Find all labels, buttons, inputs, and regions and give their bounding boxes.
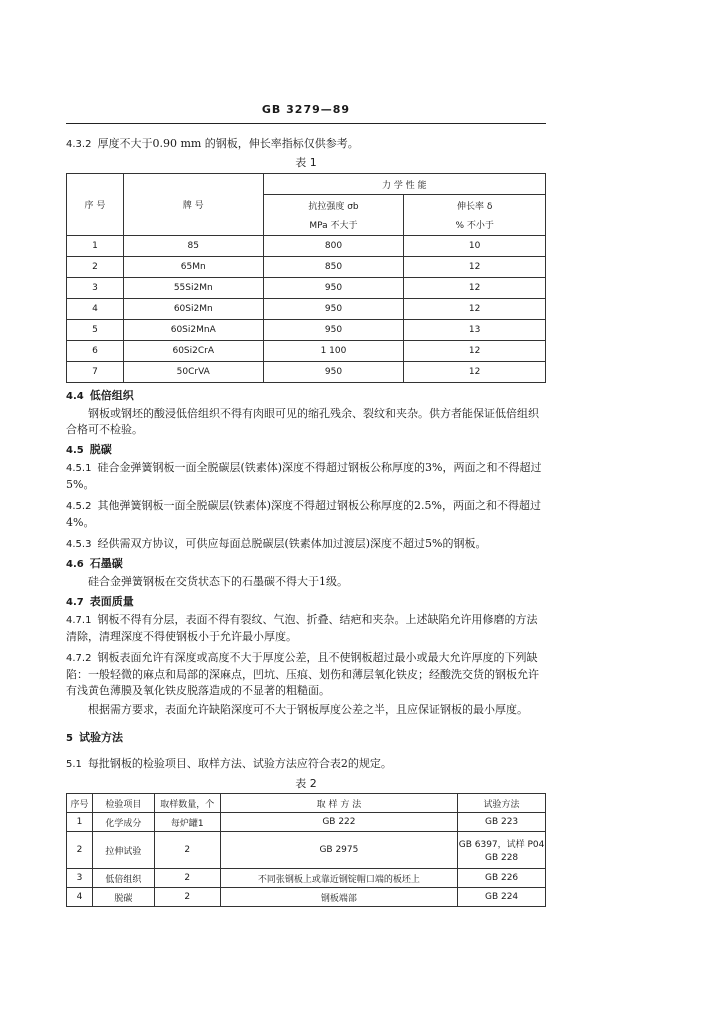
th-test: 试验方法 (458, 794, 546, 813)
heading-title: 低倍组织 (89, 389, 134, 402)
heading-4-6 (66, 556, 546, 573)
th-grade: 牌 号 (123, 174, 263, 236)
cell-item: 低倍组织 (92, 869, 154, 888)
cell-tensile: 950 (263, 320, 404, 341)
table-row (67, 832, 546, 869)
th-tensile (263, 195, 404, 236)
cell-method: GB 222 (220, 813, 457, 832)
heading-4-5 (66, 442, 546, 459)
clause-text: 钢板不得有分层，表面不得有裂纹、气泡、折叠、结疤和夹杂。上述缺陷允许用修磨的方法清除，清理深度不得使钢板小于允许最小厚度。 (66, 613, 538, 643)
heading-title: 试验方法 (78, 731, 123, 744)
cell-tensile: 800 (263, 236, 404, 257)
para-5-1 (66, 756, 546, 773)
para-4-7-2 (66, 650, 546, 699)
th-mech-props: 力 学 性 能 (263, 174, 545, 195)
cell-elong: 13 (404, 320, 546, 341)
table-row (67, 257, 546, 278)
cell-count: 2 (154, 888, 220, 907)
cell-seq: 2 (67, 257, 124, 278)
th-elong (404, 195, 546, 236)
table-2 (66, 793, 546, 907)
cell-seq: 6 (67, 341, 124, 362)
cell-test: GB 224 (458, 888, 546, 907)
heading-4-4 (66, 388, 546, 405)
cell-method: GB 2975 (220, 832, 457, 869)
table1-caption: 表 1 (295, 156, 317, 169)
clause-number: 4.7.1 (66, 615, 92, 626)
th-seq: 序号 (67, 794, 93, 813)
cell-elong: 10 (404, 236, 546, 257)
para-4-7-3: 根据需方要求，表面允许缺陷深度可不大于钢板厚度公差之半，且应保证钢板的最小厚度。 (88, 703, 528, 716)
cell-elong: 12 (404, 257, 546, 278)
clause-number: 4.5.1 (66, 463, 92, 474)
cell-count: 2 (154, 832, 220, 869)
header-rule (66, 123, 546, 124)
clause-number: 4.7 (66, 597, 84, 608)
para-4-6: 硅合金弹簧钢板在交货状态下的石墨碳不得大于1级。 (88, 575, 348, 588)
clause-number: 5.1 (66, 759, 82, 770)
cell-test-line2: GB 228 (484, 853, 519, 863)
cell-item: 脱碳 (92, 888, 154, 907)
cell-grade: 60Si2CrA (123, 341, 263, 362)
clause-text: 每批钢板的检验项目、取样方法、试验方法应符合表2的规定。 (87, 757, 392, 770)
table-row (67, 888, 546, 907)
cell-seq: 3 (67, 278, 124, 299)
cell-grade: 55Si2Mn (123, 278, 263, 299)
cell-test: GB 223 (458, 813, 546, 832)
cell-seq: 2 (67, 832, 93, 869)
clause-text: 硅合金弹簧钢板一面全脱碳层(铁素体)深度不得超过钢板公称厚度的3%，两面之和不得超过5%。 (66, 461, 542, 491)
heading-title: 石墨碳 (89, 557, 123, 570)
cell-item: 化学成分 (92, 813, 154, 832)
cell-seq: 5 (67, 320, 124, 341)
cell-tensile: 950 (263, 278, 404, 299)
cell-elong: 12 (404, 362, 546, 383)
th-seq: 序 号 (67, 174, 124, 236)
clause-number: 4.5.2 (66, 501, 92, 512)
th-method: 取 样 方 法 (220, 794, 457, 813)
cell-seq: 4 (67, 299, 124, 320)
th-elong-line2: % 不小于 (455, 221, 494, 231)
th-elong-line1: 伸长率 δ (456, 202, 493, 212)
table-row (67, 869, 546, 888)
cell-seq: 3 (67, 869, 93, 888)
cell-elong: 12 (404, 341, 546, 362)
cell-count: 每炉罐1 (154, 813, 220, 832)
heading-title: 表面质量 (89, 595, 134, 608)
cell-seq: 4 (67, 888, 93, 907)
cell-grade: 50CrVA (123, 362, 263, 383)
cell-test: GB 226 (458, 869, 546, 888)
cell-seq: 7 (67, 362, 124, 383)
cell-method: 钢板端部 (220, 888, 457, 907)
cell-tensile: 850 (263, 257, 404, 278)
para-4-5-2 (66, 498, 546, 531)
table-row (67, 299, 546, 320)
clause-number: 4.4 (66, 391, 84, 402)
table2-caption: 表 2 (295, 777, 317, 790)
clause-number: 4.6 (66, 559, 84, 570)
table-row (67, 813, 546, 832)
cell-elong: 12 (404, 278, 546, 299)
table-row (67, 320, 546, 341)
heading-4-7 (66, 594, 546, 611)
th-item: 检验项目 (92, 794, 154, 813)
cell-test-line1: GB 6397，试样 P04 (458, 840, 545, 850)
cell-grade: 65Mn (123, 257, 263, 278)
th-tensile-line1: 抗拉强度 σb (308, 202, 359, 212)
para-4-3-2 (66, 136, 546, 153)
cell-seq: 1 (67, 813, 93, 832)
cell-elong: 12 (404, 299, 546, 320)
table-row (67, 236, 546, 257)
para-4-4: 钢板或钢坯的酸浸低倍组织不得有肉眼可见的缩孔残余、裂纹和夹杂。供方者能保证低倍组织合格可不检验。 (66, 407, 539, 436)
clause-number: 4.5 (66, 445, 84, 456)
clause-text: 经供需双方协议，可供应每面总脱碳层(铁素体加过渡层)深度不超过5%的钢板。 (97, 537, 487, 550)
para-4-5-3 (66, 536, 546, 553)
table-row (67, 278, 546, 299)
cell-grade: 60Si2Mn (123, 299, 263, 320)
table-row (67, 362, 546, 383)
cell-tensile: 950 (263, 362, 404, 383)
clause-number: 4.3.2 (66, 139, 92, 150)
cell-grade: 60Si2MnA (123, 320, 263, 341)
cell-tensile: 1 100 (263, 341, 404, 362)
page-header: GB 3279—89 (261, 103, 351, 116)
clause-number: 5 (66, 733, 73, 744)
table-1 (66, 173, 546, 383)
cell-count: 2 (154, 869, 220, 888)
heading-title: 脱碳 (89, 443, 112, 456)
clause-number: 4.7.2 (66, 653, 92, 664)
cell-grade: 85 (123, 236, 263, 257)
clause-text: 其他弹簧钢板一面全脱碳层(铁素体)深度不得超过钢板公称厚度的2.5%，两面之和不得超过4%。 (66, 499, 541, 529)
clause-text: 厚度不大于0.90 mm 的钢板，伸长率指标仅供参考。 (97, 137, 359, 150)
cell-tensile: 950 (263, 299, 404, 320)
para-4-5-1 (66, 460, 546, 493)
cell-test (458, 832, 546, 869)
clause-text: 钢板表面允许有深度或高度不大于厚度公差，且不使钢板超过最小或最大允许厚度的下列缺陷：一般轻微的麻点和局部的深麻点，凹坑、压痕、划伤和薄层氧化铁皮；经酸洗交货的钢板允许有浅黄色薄膜及氧化铁皮脱落造成的不显著的粗糙面。 (66, 651, 539, 697)
heading-5 (66, 730, 546, 747)
th-tensile-line2: MPa 不大于 (309, 221, 358, 231)
cell-item: 拉伸试验 (92, 832, 154, 869)
th-count: 取样数量，个 (154, 794, 220, 813)
para-4-7-1 (66, 612, 546, 645)
cell-method: 不同张钢板上或靠近钢锭帽口端的板坯上 (220, 869, 457, 888)
cell-seq: 1 (67, 236, 124, 257)
clause-number: 4.5.3 (66, 539, 92, 550)
table-row (67, 341, 546, 362)
